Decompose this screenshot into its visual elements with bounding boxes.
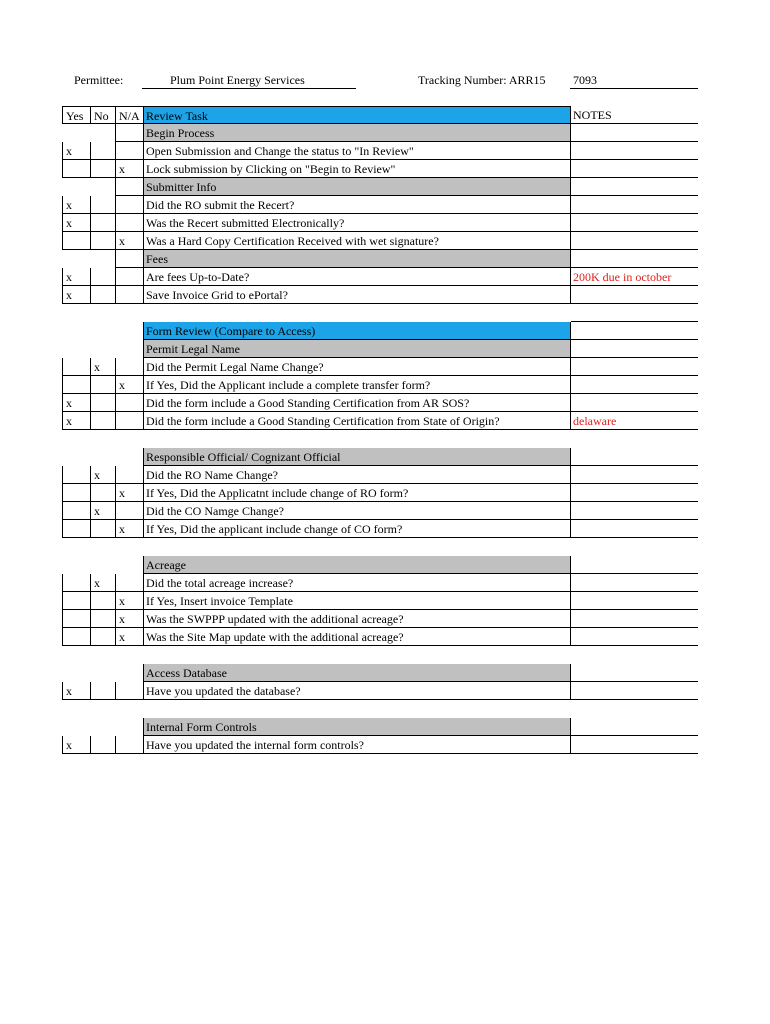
table-row bbox=[62, 196, 698, 214]
yes-cell bbox=[62, 376, 90, 394]
task-cell: Save Invoice Grid to ePortal? bbox=[143, 286, 571, 304]
yes-cell bbox=[62, 520, 90, 538]
no-cell bbox=[90, 376, 115, 394]
notes-cell bbox=[571, 484, 698, 502]
table-row bbox=[62, 592, 698, 610]
table-row bbox=[62, 682, 698, 700]
notes-cell bbox=[571, 376, 698, 394]
no-cell bbox=[90, 520, 115, 538]
table-row bbox=[62, 466, 698, 484]
notes-cell bbox=[571, 340, 698, 358]
table-row bbox=[62, 574, 698, 592]
yes-cell bbox=[62, 574, 90, 592]
task-cell: Did the form include a Good Standing Certification from State of Origin? bbox=[143, 412, 571, 430]
notes-cell bbox=[571, 610, 698, 628]
section-row bbox=[62, 250, 698, 268]
na-cell bbox=[115, 682, 143, 700]
no-cell bbox=[90, 160, 115, 178]
na-cell bbox=[115, 394, 143, 412]
no-cell bbox=[90, 736, 115, 754]
task-cell: Have you updated the database? bbox=[143, 682, 571, 700]
yes-cell bbox=[62, 484, 90, 502]
table-row bbox=[62, 502, 698, 520]
na-cell bbox=[115, 412, 143, 430]
section-row bbox=[62, 664, 698, 682]
na-cell bbox=[115, 196, 143, 214]
task-cell: Are fees Up-to-Date? bbox=[143, 268, 571, 286]
spacer-row bbox=[62, 538, 698, 556]
na-cell: x bbox=[115, 628, 143, 646]
no-cell: x bbox=[90, 574, 115, 592]
notes-cell bbox=[571, 286, 698, 304]
notes-cell bbox=[571, 196, 698, 214]
task-cell: Did the RO submit the Recert? bbox=[143, 196, 571, 214]
na-cell: x bbox=[115, 520, 143, 538]
task-cell: If Yes, Insert invoice Template bbox=[143, 592, 571, 610]
table-row bbox=[62, 610, 698, 628]
yes-cell bbox=[62, 628, 90, 646]
table-header-row bbox=[62, 106, 698, 124]
task-cell: If Yes, Did the Applicatnt include change of RO form? bbox=[143, 484, 571, 502]
task-cell: Open Submission and Change the status to "In Review" bbox=[143, 142, 571, 160]
task-cell: Did the CO Namge Change? bbox=[143, 502, 571, 520]
spacer-row bbox=[62, 304, 698, 322]
notes-cell bbox=[571, 178, 698, 196]
task-cell: Was the SWPPP updated with the additional acreage? bbox=[143, 610, 571, 628]
yes-cell bbox=[62, 358, 90, 376]
yes-cell bbox=[62, 160, 90, 178]
task-cell: Did the total acreage increase? bbox=[143, 574, 571, 592]
section-row bbox=[62, 178, 698, 196]
notes-cell bbox=[571, 214, 698, 232]
permittee-label: Permittee: bbox=[74, 73, 124, 87]
task-cell: Did the RO Name Change? bbox=[143, 466, 571, 484]
section-row bbox=[62, 322, 698, 340]
na-cell bbox=[115, 142, 143, 160]
notes-cell bbox=[571, 160, 698, 178]
na-cell bbox=[115, 178, 143, 196]
section-row bbox=[62, 124, 698, 142]
notes-cell bbox=[571, 682, 698, 700]
no-cell bbox=[90, 610, 115, 628]
col-header-review-task: Review Task bbox=[143, 106, 571, 124]
na-cell: x bbox=[115, 592, 143, 610]
no-cell: x bbox=[90, 502, 115, 520]
na-cell bbox=[115, 286, 143, 304]
section-row bbox=[62, 718, 698, 736]
section-title: Fees bbox=[143, 250, 571, 268]
yes-cell bbox=[62, 610, 90, 628]
table-row bbox=[62, 286, 698, 304]
yes-cell bbox=[62, 466, 90, 484]
tracking-field bbox=[570, 72, 698, 89]
task-cell: Did the Permit Legal Name Change? bbox=[143, 358, 571, 376]
notes-cell: delaware bbox=[571, 412, 698, 430]
section-title: Access Database bbox=[143, 664, 571, 682]
no-cell bbox=[90, 682, 115, 700]
no-cell: x bbox=[90, 466, 115, 484]
na-cell bbox=[115, 466, 143, 484]
na-cell bbox=[115, 736, 143, 754]
no-cell bbox=[90, 214, 115, 232]
yes-cell: x bbox=[62, 682, 90, 700]
spacer-row bbox=[62, 700, 698, 718]
yes-cell bbox=[62, 502, 90, 520]
yes-cell: x bbox=[62, 394, 90, 412]
table-row bbox=[62, 232, 698, 250]
task-cell: Was the Site Map update with the additional acreage? bbox=[143, 628, 571, 646]
col-header-no: No bbox=[90, 106, 115, 124]
no-cell bbox=[90, 628, 115, 646]
notes-cell bbox=[571, 736, 698, 754]
notes-cell bbox=[571, 628, 698, 646]
na-cell bbox=[115, 214, 143, 232]
table-row bbox=[62, 484, 698, 502]
task-cell: Was the Recert submitted Electronically? bbox=[143, 214, 571, 232]
tracking-value: 7093 bbox=[573, 73, 597, 87]
yes-cell: x bbox=[62, 214, 90, 232]
task-cell: Did the form include a Good Standing Certification from AR SOS? bbox=[143, 394, 571, 412]
table-row bbox=[62, 358, 698, 376]
notes-cell: 200K due in october bbox=[571, 268, 698, 286]
table-row bbox=[62, 628, 698, 646]
table-row bbox=[62, 394, 698, 412]
notes-cell bbox=[571, 520, 698, 538]
section-title: Begin Process bbox=[143, 124, 571, 142]
no-cell bbox=[90, 196, 115, 214]
no-cell bbox=[90, 592, 115, 610]
yes-cell: x bbox=[62, 196, 90, 214]
notes-cell bbox=[571, 592, 698, 610]
task-cell: If Yes, Did the Applicant include a complete transfer form? bbox=[143, 376, 571, 394]
no-cell bbox=[90, 142, 115, 160]
section-row bbox=[62, 556, 698, 574]
section-title: Responsible Official/ Cognizant Official bbox=[143, 448, 571, 466]
table-row bbox=[62, 520, 698, 538]
spacer-row bbox=[62, 646, 698, 664]
permittee-value: Plum Point Energy Services bbox=[170, 73, 305, 87]
no-cell bbox=[90, 484, 115, 502]
table-row bbox=[62, 376, 698, 394]
yes-cell bbox=[62, 592, 90, 610]
notes-cell bbox=[571, 250, 698, 268]
na-cell bbox=[115, 250, 143, 268]
notes-cell bbox=[571, 574, 698, 592]
no-cell bbox=[90, 232, 115, 250]
task-cell: Was a Hard Copy Certification Received with wet signature? bbox=[143, 232, 571, 250]
notes-cell bbox=[571, 394, 698, 412]
na-cell: x bbox=[115, 610, 143, 628]
section-title: Internal Form Controls bbox=[143, 718, 571, 736]
notes-cell bbox=[571, 556, 698, 574]
notes-cell bbox=[571, 124, 698, 142]
section-title: Acreage bbox=[143, 556, 571, 574]
na-cell bbox=[115, 574, 143, 592]
notes-cell bbox=[571, 718, 698, 736]
col-header-yes: Yes bbox=[62, 106, 90, 124]
notes-cell bbox=[571, 466, 698, 484]
yes-cell: x bbox=[62, 268, 90, 286]
no-cell bbox=[90, 286, 115, 304]
table-row bbox=[62, 736, 698, 754]
spacer-row bbox=[62, 430, 698, 448]
yes-cell: x bbox=[62, 142, 90, 160]
na-cell bbox=[115, 124, 143, 142]
table-row bbox=[62, 412, 698, 430]
notes-cell bbox=[571, 304, 698, 322]
review-checklist-table bbox=[62, 106, 698, 754]
na-cell bbox=[115, 502, 143, 520]
notes-cell bbox=[571, 448, 698, 466]
na-cell: x bbox=[115, 232, 143, 250]
section-row bbox=[62, 448, 698, 466]
notes-cell bbox=[571, 232, 698, 250]
na-cell bbox=[115, 358, 143, 376]
task-cell: Lock submission by Clicking on "Begin to Review" bbox=[143, 160, 571, 178]
notes-cell bbox=[571, 142, 698, 160]
notes-cell bbox=[571, 358, 698, 376]
no-cell bbox=[90, 394, 115, 412]
table-row bbox=[62, 214, 698, 232]
task-cell: If Yes, Did the applicant include change of CO form? bbox=[143, 520, 571, 538]
col-header-notes: NOTES bbox=[571, 106, 698, 124]
yes-cell: x bbox=[62, 736, 90, 754]
notes-cell bbox=[571, 322, 698, 340]
notes-cell bbox=[571, 502, 698, 520]
yes-cell: x bbox=[62, 412, 90, 430]
yes-cell: x bbox=[62, 286, 90, 304]
no-cell: x bbox=[90, 358, 115, 376]
na-cell bbox=[115, 268, 143, 286]
na-cell: x bbox=[115, 484, 143, 502]
section-title: Permit Legal Name bbox=[143, 340, 571, 358]
table-row bbox=[62, 160, 698, 178]
na-cell: x bbox=[115, 160, 143, 178]
task-cell: Have you updated the internal form controls? bbox=[143, 736, 571, 754]
permittee-field bbox=[142, 72, 356, 89]
table-row bbox=[62, 268, 698, 286]
table-row bbox=[62, 142, 698, 160]
no-cell bbox=[90, 412, 115, 430]
tracking-label: Tracking Number: ARR15 bbox=[418, 73, 546, 87]
na-cell: x bbox=[115, 376, 143, 394]
col-header-na: N/A bbox=[115, 106, 143, 124]
section-row bbox=[62, 340, 698, 358]
notes-cell bbox=[571, 664, 698, 682]
section-title: Form Review (Compare to Access) bbox=[143, 322, 571, 340]
section-title: Submitter Info bbox=[143, 178, 571, 196]
no-cell bbox=[90, 268, 115, 286]
yes-cell bbox=[62, 232, 90, 250]
